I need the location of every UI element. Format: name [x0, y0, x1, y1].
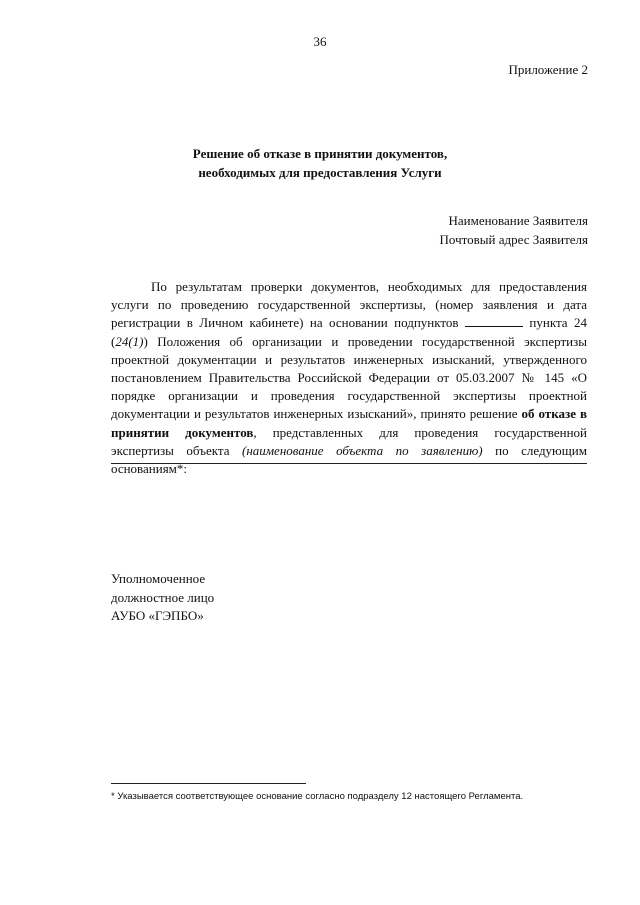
- footnote-separator: [111, 783, 306, 784]
- footnote-text: * Указывается соответствующее основание согласно подразделу 12 настоящего Регламента.: [111, 791, 524, 802]
- reasons-blank-line: [111, 463, 587, 464]
- page-number: 36: [313, 34, 327, 49]
- body-part-3: ) Положения об организации и проведении государственной экспертизы проектной документации и результатов инженерных изысканий, утвержденного постановлением Правительства Российской Федерации от 05.03.2007 № 145 «О порядке организации и проведения государственной экспертизы проектной документации и результатов инженерных изысканий», принято решение: [111, 333, 587, 422]
- signature-line-1: Уполномоченное: [111, 571, 206, 586]
- applicant-name: Наименование Заявителя: [448, 213, 588, 228]
- appendix-label: Приложение 2: [508, 62, 588, 77]
- title-line-2: необходимых для предоставления Услуги: [198, 165, 442, 180]
- body-part-1: По результатам проверки документов, необходимых для предоставления услуги по проведению государственной экспертизы, (номер заявления и дата регистрации в Личном кабинете) на основании подпунктов: [111, 279, 587, 331]
- decision-text: об отказе в принятии документов: [111, 406, 587, 440]
- title-line-1: Решение об отказе в принятии документов,: [192, 146, 448, 161]
- body-part-4: , представленных для проведения государственной экспертизы объекта: [111, 424, 587, 458]
- signature-line-2: должностное лицо: [111, 589, 215, 605]
- document-title: [0, 144, 640, 182]
- signature-line-3: АУБО «ГЭПБО»: [111, 608, 204, 623]
- point-reference: 24(1): [115, 333, 144, 349]
- object-name-hint: (наименование объекта по заявлению): [241, 442, 483, 458]
- signature-block: [111, 570, 214, 626]
- body-part-5: по следующим основаниям*:: [111, 442, 587, 477]
- subpoints-blank: [465, 316, 523, 327]
- decision-body: [111, 278, 587, 478]
- addressee-block: [440, 211, 588, 249]
- body-part-2: пункта 24 (: [111, 315, 587, 349]
- applicant-address: Почтовый адрес Заявителя: [439, 232, 588, 247]
